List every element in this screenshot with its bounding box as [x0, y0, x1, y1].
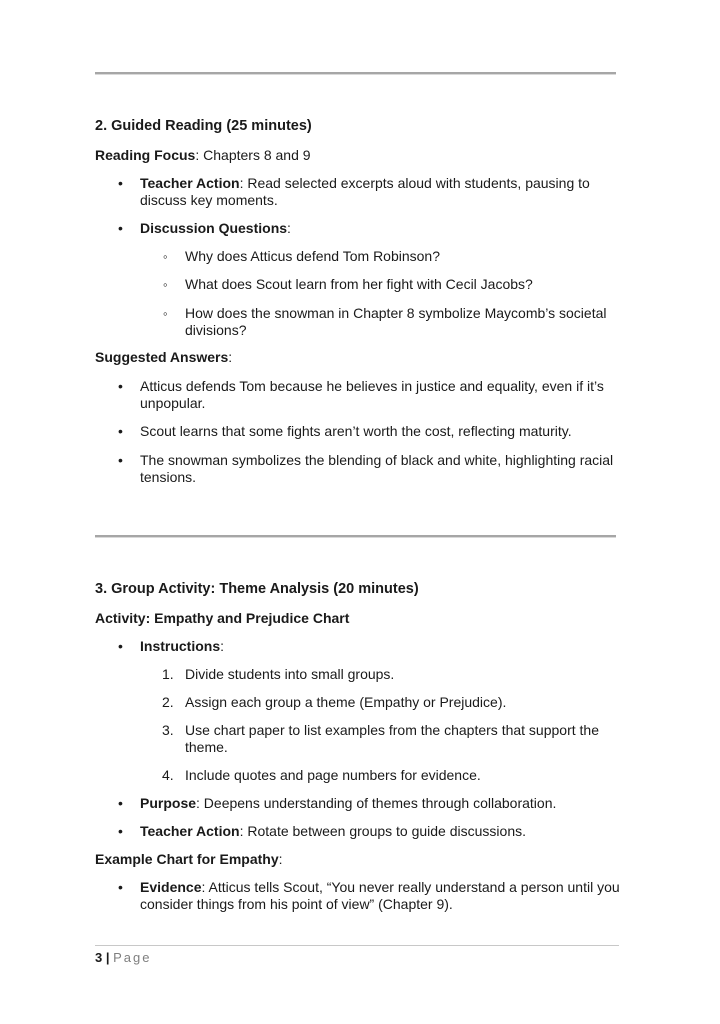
- teacher-action-label: Teacher Action: [140, 175, 240, 191]
- list-item-discussion-questions: [140, 220, 620, 237]
- reading-focus-label: Reading Focus: [95, 147, 196, 163]
- suggested-answers-colon: :: [228, 349, 233, 365]
- teacher-action-label-2: Teacher Action: [140, 823, 240, 839]
- teacher-action-text-2: : Rotate between groups to guide discussions.: [239, 823, 526, 839]
- footer-separator: |: [102, 950, 114, 965]
- step-number: 1.: [162, 666, 174, 682]
- activity-label: Activity: Empathy and Prejudice Chart: [95, 610, 350, 626]
- circle-bullet-icon: ◦: [163, 277, 168, 292]
- answer-item-cont: tensions.: [140, 469, 197, 485]
- bullet-icon: •: [118, 175, 123, 191]
- step-number: 2.: [162, 694, 174, 710]
- bullet-icon: •: [118, 220, 123, 236]
- page-word: Page: [113, 950, 152, 965]
- page-number: 3: [95, 950, 103, 965]
- instructions-label: Instructions: [140, 638, 221, 654]
- instructions-colon: :: [220, 638, 225, 654]
- example-chart-line: [95, 851, 283, 868]
- bullet-icon: •: [118, 638, 123, 654]
- section-heading-group-activity: 3. Group Activity: Theme Analysis (20 minutes): [95, 581, 419, 597]
- footer-rule: [95, 945, 619, 946]
- suggested-answers-line: [95, 349, 232, 366]
- list-item-teacher-action-2: [140, 823, 620, 840]
- step-text: Use chart paper to list examples from the chapters that support the: [185, 722, 599, 738]
- evidence-text-cont: consider things from his point of view” (Chapter 9).: [140, 896, 453, 912]
- example-chart-label: Example Chart for Empathy: [95, 851, 279, 867]
- answer-item-cont: unpopular.: [140, 395, 206, 411]
- circle-bullet-icon: ◦: [163, 306, 168, 321]
- answer-item: Scout learns that some fights aren’t worth the cost, reflecting maturity.: [140, 423, 572, 439]
- step-text-cont: theme.: [185, 739, 228, 755]
- step-number: 4.: [162, 767, 174, 783]
- section-heading-guided-reading: 2. Guided Reading (25 minutes): [95, 118, 312, 134]
- question-item-cont: divisions?: [185, 322, 247, 338]
- purpose-text: : Deepens understanding of themes through collaboration.: [196, 795, 557, 811]
- question-item: How does the snowman in Chapter 8 symbolize Maycomb’s societal: [185, 305, 607, 321]
- step-text: Assign each group a theme (Empathy or Prejudice).: [185, 694, 507, 710]
- horizontal-rule-top: [95, 72, 616, 75]
- bullet-icon: •: [118, 378, 123, 394]
- example-chart-colon: :: [278, 851, 283, 867]
- list-item-purpose: [140, 795, 620, 812]
- list-item-teacher-action: [140, 175, 620, 192]
- evidence-text: : Atticus tells Scout, “You never really understand a person until you: [201, 879, 620, 895]
- question-item: What does Scout learn from her fight with Cecil Jacobs?: [185, 276, 533, 292]
- answer-item: Atticus defends Tom because he believes in justice and equality, even if it’s: [140, 378, 604, 394]
- discussion-questions-colon: :: [287, 220, 291, 236]
- horizontal-rule-middle: [95, 535, 616, 538]
- bullet-icon: •: [118, 423, 123, 439]
- discussion-questions-label: Discussion Questions: [140, 220, 288, 236]
- bullet-icon: •: [118, 795, 123, 811]
- reading-focus-value: : Chapters 8 and 9: [195, 147, 311, 163]
- answer-item: The snowman symbolizes the blending of black and white, highlighting racial: [140, 452, 614, 468]
- bullet-icon: •: [118, 452, 123, 468]
- teacher-action-text: : Read selected excerpts aloud with students, pausing to: [239, 175, 590, 191]
- evidence-label: Evidence: [140, 879, 202, 895]
- bullet-icon: •: [118, 879, 123, 895]
- bullet-icon: •: [118, 823, 123, 839]
- circle-bullet-icon: ◦: [163, 249, 168, 264]
- question-item: Why does Atticus defend Tom Robinson?: [185, 248, 441, 264]
- list-item-instructions: [140, 638, 620, 655]
- step-number: 3.: [162, 722, 174, 738]
- step-text: Divide students into small groups.: [185, 666, 395, 682]
- reading-focus-line: [95, 147, 311, 164]
- teacher-action-text-cont: discuss key moments.: [140, 192, 278, 208]
- list-item-evidence: [140, 879, 620, 896]
- purpose-label: Purpose: [140, 795, 197, 811]
- page-footer: [95, 950, 151, 966]
- suggested-answers-label: Suggested Answers: [95, 349, 229, 365]
- step-text: Include quotes and page numbers for evidence.: [185, 767, 481, 783]
